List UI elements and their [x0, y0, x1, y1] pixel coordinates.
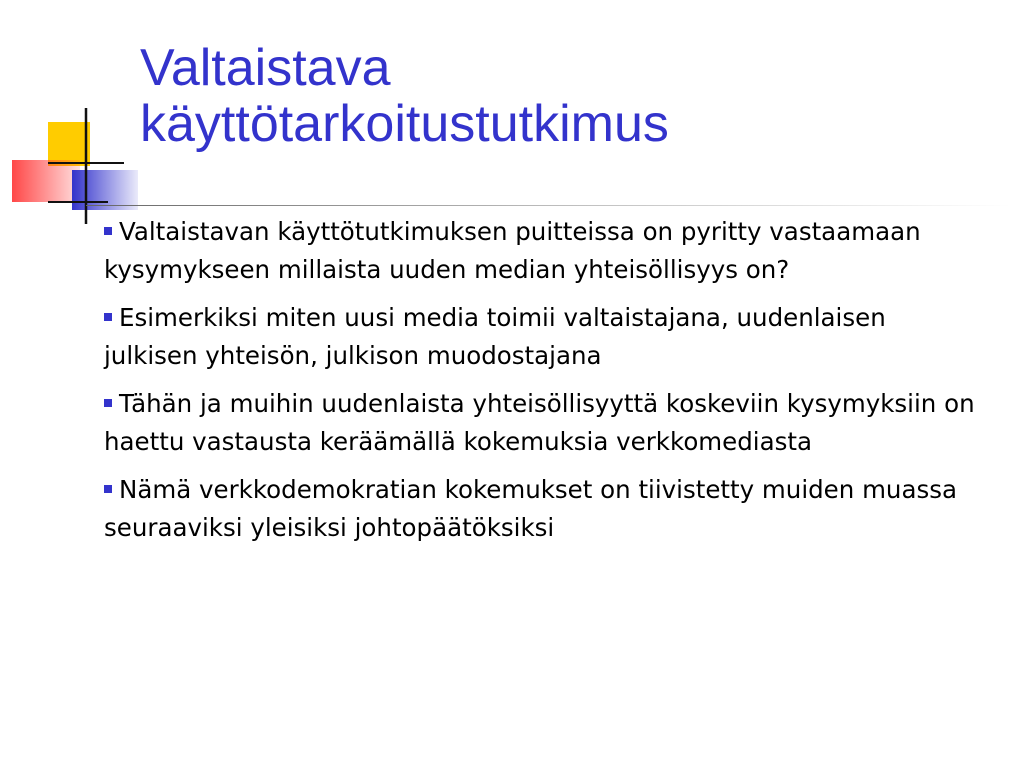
bullet-item	[104, 299, 984, 375]
bullet-text: Esimerkiksi miten uusi media toimii valtaistajana, uudenlaisen julkisen yhteisön, julkison muodostajana	[104, 303, 886, 370]
bullet-text: Tähän ja muihin uudenlaista yhteisöllisyyttä koskeviin kysymyksiin on haettu vastausta keräämällä kokemuksia verkkomediasta	[104, 389, 975, 456]
bullet-item	[104, 471, 984, 547]
bullet-item	[104, 385, 984, 461]
slide-title-line-2: käyttötarkoitustutkimus	[140, 95, 669, 153]
bullet-text: Valtaistavan käyttötutkimuksen puitteissa on pyritty vastaamaan kysymykseen millaista uuden median yhteisöllisyys on?	[104, 217, 921, 284]
bullet-text: Nämä verkkodemokratian kokemukset on tiivistetty muiden muassa seuraaviksi yleisiksi johtopäätöksiksi	[104, 475, 958, 542]
title-divider	[86, 205, 1010, 206]
square-bullet-icon	[104, 399, 112, 407]
bullet-item	[104, 213, 984, 289]
bullet-list	[104, 213, 984, 557]
slide-title-line-1: Valtaistava	[140, 39, 391, 97]
square-bullet-icon	[104, 313, 112, 321]
slide-title	[140, 40, 1010, 152]
square-bullet-icon	[104, 227, 112, 235]
square-bullet-icon	[104, 485, 112, 493]
slide-logo-icon	[12, 108, 142, 224]
